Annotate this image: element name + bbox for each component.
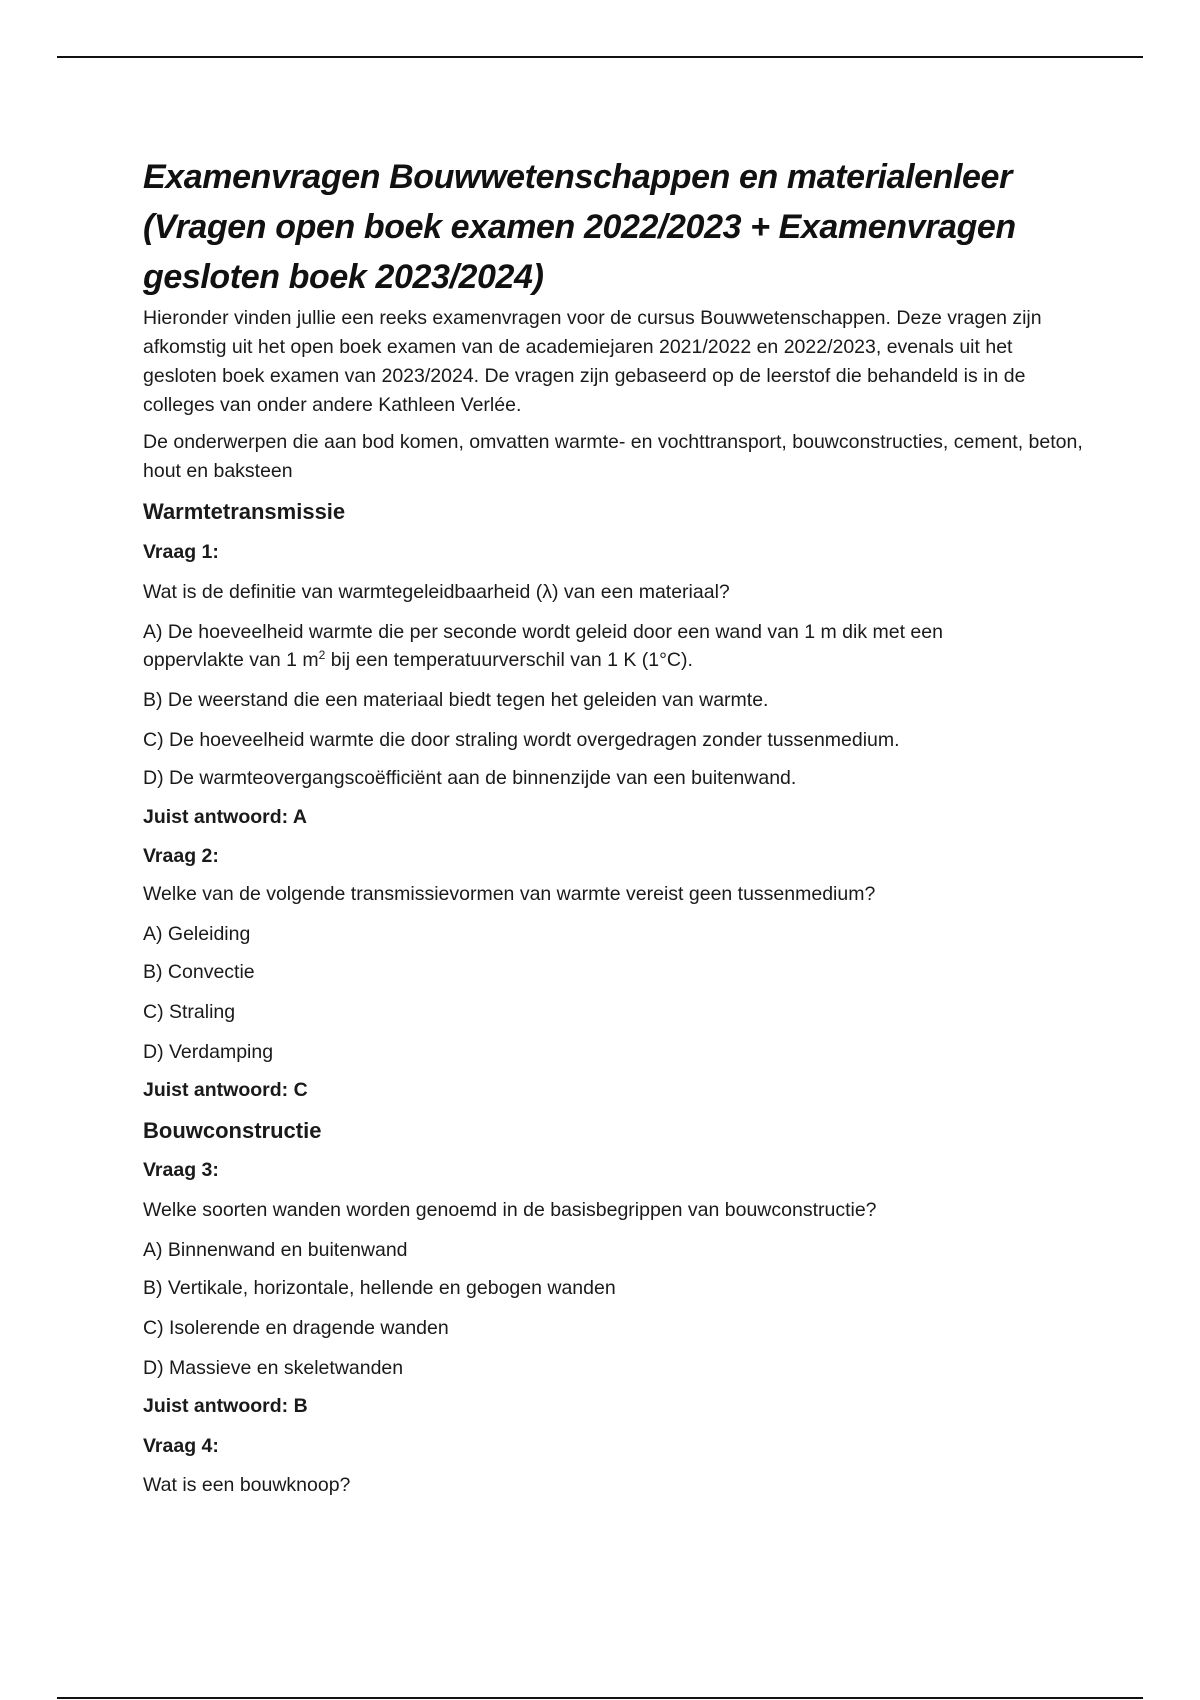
answer-option: D) Massieve en skeletwanden xyxy=(143,1357,404,1379)
intro-paragraph: Hieronder vinden jullie een reeks examenvragen voor de cursus Bouwwetenschappen. Deze vragen zijn afkomstig uit het open boek examen van de academiejaren 2021/2022 en 2022/2023, evenals uit het gesloten boek examen van 2023/2024. De vragen zijn gebaseerd op de leerstof die behandeld is in de colleges van onder andere Kathleen Verlée. xyxy=(143,307,1042,416)
question-label: Vraag 3: xyxy=(143,1159,219,1181)
document-body xyxy=(143,152,1083,1498)
section-heading: Warmtetransmissie xyxy=(143,499,346,524)
answer-option: C) De hoeveelheid warmte die door straling wordt overgedragen zonder tussenmedium. xyxy=(143,729,900,751)
question-label: Vraag 2: xyxy=(143,845,219,867)
footer-rule xyxy=(57,1697,1143,1699)
superscript: 2 xyxy=(318,648,326,662)
answer-option: B) De weerstand die een materiaal biedt tegen het geleiden van warmte. xyxy=(143,689,769,711)
document-title xyxy=(143,152,1083,302)
correct-answer: Juist antwoord: B xyxy=(143,1395,308,1417)
answer-option-continued xyxy=(143,647,1083,673)
answer-option: C) Isolerende en dragende wanden xyxy=(143,1317,449,1339)
correct-answer: Juist antwoord: A xyxy=(143,806,307,828)
answer-option: A) Geleiding xyxy=(143,923,251,945)
answer-option: A) Binnenwand en buitenwand xyxy=(143,1239,408,1261)
answer-option: C) Straling xyxy=(143,1001,236,1023)
question-text: Welke van de volgende transmissievormen van warmte vereist geen tussenmedium? xyxy=(143,883,876,905)
answer-option: B) Vertikale, horizontale, hellende en gebogen wanden xyxy=(143,1277,616,1299)
answer-option: D) Verdamping xyxy=(143,1041,274,1063)
option-text: oppervlakte van 1 m xyxy=(143,649,319,671)
title-line: Examenvragen Bouwwetenschappen en materialenleer xyxy=(143,158,1012,196)
question-label: Vraag 4: xyxy=(143,1435,219,1457)
answer-option: B) Convectie xyxy=(143,961,255,983)
answer-option: D) De warmteovergangscoëfficiënt aan de binnenzijde van een buitenwand. xyxy=(143,767,797,789)
answer-option: A) De hoeveelheid warmte die per seconde wordt geleid door een wand van 1 m dik met een xyxy=(143,621,943,643)
question-text: Wat is een bouwknoop? xyxy=(143,1474,351,1496)
question-text: Wat is de definitie van warmtegeleidbaarheid (λ) van een materiaal? xyxy=(143,581,730,603)
option-text: bij een temperatuurverschil van 1 K (1°C). xyxy=(325,649,693,671)
section-heading: Bouwconstructie xyxy=(143,1118,322,1143)
title-line: (Vragen open boek examen 2022/2023 + Examenvragen xyxy=(143,208,1016,246)
question-label: Vraag 1: xyxy=(143,541,219,563)
header-rule xyxy=(57,56,1143,58)
intro-paragraph: De onderwerpen die aan bod komen, omvatten warmte- en vochttransport, bouwconstructies, cement, beton, hout en baksteen xyxy=(143,431,1083,482)
correct-answer: Juist antwoord: C xyxy=(143,1079,308,1101)
title-line: gesloten boek 2023/2024) xyxy=(143,258,544,296)
question-text: Welke soorten wanden worden genoemd in de basisbegrippen van bouwconstructie? xyxy=(143,1199,877,1221)
